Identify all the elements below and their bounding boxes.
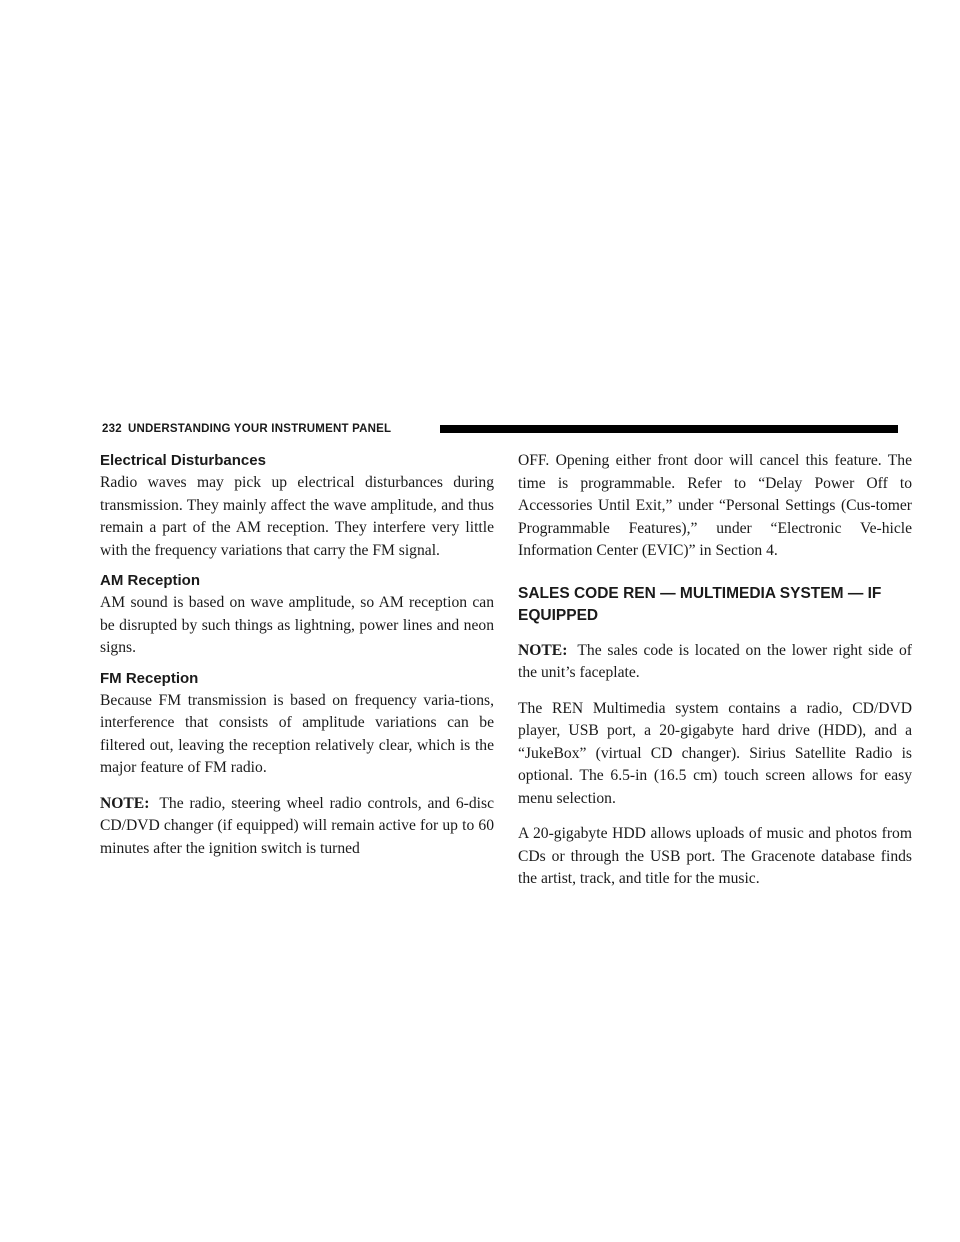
note-label-ren: NOTE:	[518, 641, 568, 659]
section-title: UNDERSTANDING YOUR INSTRUMENT PANEL	[128, 423, 392, 435]
paragraph-continuation: OFF. Opening either front door will cancel this feature. The time is programmable. Refer to “Delay Power Off to Accessories Until Exit,” under “Personal Settings (Cus-tomer Programmable Features),” under “Electronic Ve-hicle Information Center (EVIC)” in Section 4.	[518, 452, 912, 559]
header-rule	[440, 425, 898, 433]
note-paragraph	[100, 793, 494, 861]
paragraph-fm-reception: Because FM transmission is based on frequency varia-tions, interference that consists of amplitude variations can be filtered out, leaving the reception relatively clear, which is the major feature of FM radio.	[100, 691, 494, 776]
heading-fm-reception: FM Reception	[100, 669, 199, 687]
left-column	[100, 450, 494, 860]
page-header	[102, 422, 898, 436]
paragraph-ren-system: The REN Multimedia system contains a radio, CD/DVD player, USB port, a 20-gigabyte hard drive (HDD), and a “JukeBox” (virtual CD changer). Sirius Satellite Radio is optional. The 6.5-in (16.5 cm) touch screen allows for easy menu selection.	[518, 699, 912, 807]
note-text: The radio, steering wheel radio controls, and 6-disc CD/DVD changer (if equipped) will remain active for up to 60 minutes after the ignition switch is turned	[100, 794, 494, 857]
note-text-ren: The sales code is located on the lower right side of the unit’s faceplate.	[518, 641, 912, 681]
heading-electrical-disturbances: Electrical Disturbances	[100, 452, 266, 469]
heading-am-reception: AM Reception	[100, 572, 201, 589]
paragraph-electrical-disturbances: Radio waves may pick up electrical disturbances during transmission. They mainly affect the wave amplitude, and thus remain a part of the AM reception. They interfere very little with the frequency variations that carry the FM signal.	[100, 474, 494, 559]
paragraph-hdd: A 20-gigabyte HDD allows uploads of music and photos from CDs or through the USB port. The Gracenote database finds the artist, track, and title for the music.	[518, 825, 912, 887]
right-column	[518, 450, 912, 891]
page-number: 232	[102, 423, 122, 435]
note-label: NOTE:	[100, 794, 150, 812]
paragraph-am-reception: AM sound is based on wave amplitude, so AM reception can be disrupted by such things as lightning, power lines and neon signs.	[100, 594, 494, 656]
heading-sales-code-ren: SALES CODE REN — MULTIMEDIA SYSTEM — IF EQUIPPED	[518, 584, 882, 624]
note-paragraph-ren	[518, 640, 912, 685]
